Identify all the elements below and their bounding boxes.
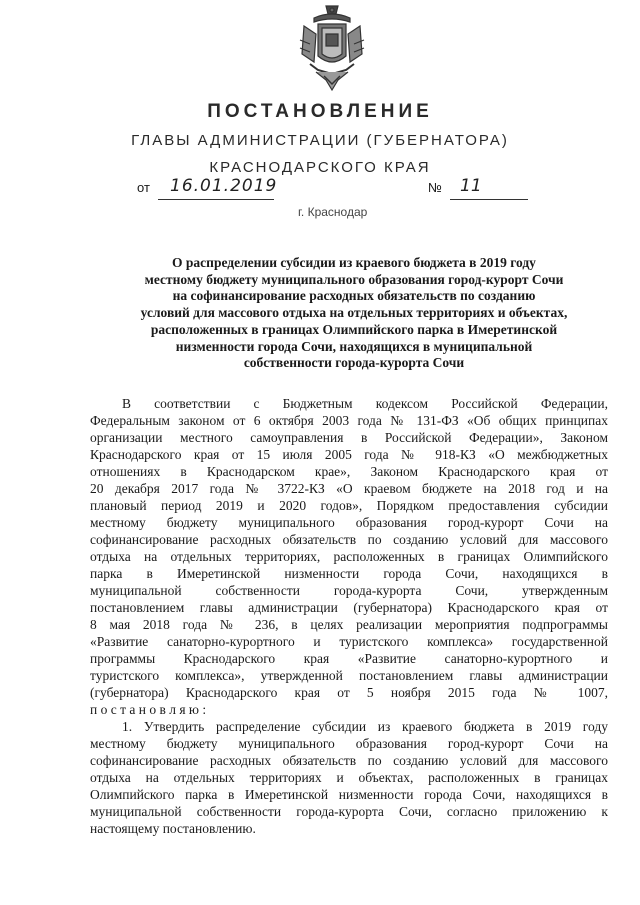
title-line: местному бюджету муниципального образования город-курорт Сочи — [144, 271, 564, 287]
body-line: отношениях в Краснодарском крае», Законом Краснодарского края от — [90, 464, 608, 479]
body-line: туристского комплекса», утвержденной постановлением главы администрации — [90, 668, 608, 683]
body-line: Краснодарского края от 15 июля 2005 года № 918-КЗ «О межбюджетных — [90, 447, 608, 462]
title-line: низменности города Сочи, находящихся в муниципальной — [175, 338, 533, 354]
resolution-word: п о с т а н о в л я ю : — [90, 702, 207, 717]
city-label: г. Краснодар — [298, 205, 368, 219]
body-line: Олимпийского парка в Имеретинской низменности города Сочи, находящихся в — [90, 787, 608, 802]
date-prefix: от — [137, 180, 150, 195]
body-line: местному бюджету муниципального образования город-курорт Сочи на — [90, 515, 608, 530]
body-line: отдыха на отдельных территориях и объектах, расположенных в границах — [90, 770, 608, 785]
body-line: программы Краснодарского края «Развитие санаторно-курортного и — [90, 651, 608, 666]
document-date: 16.01.2019 — [170, 176, 278, 196]
document-number: 11 — [460, 176, 482, 196]
body-line: софинансирование расходных обязательств по созданию условий для массового — [90, 753, 608, 768]
body-line: постановлением главы администрации (губернатора) Краснодарского края от — [90, 600, 608, 615]
body-line: настоящему постановлению. — [90, 821, 256, 836]
title-line: условий для массового отдыха на отдельных территориях и объектах, — [140, 305, 568, 321]
title-line: собственности города-курорта Сочи — [243, 355, 465, 371]
region-heading: КРАСНОДАРСКОГО КРАЯ — [209, 159, 431, 176]
body-line: 8 мая 2018 года № 236, в целях реализации мероприятия подпрограммы — [90, 617, 608, 632]
body-line: 20 декабря 2017 года № 3722-КЗ «О краевом бюджете на 2018 год и на — [90, 481, 608, 496]
number-prefix: № — [428, 180, 442, 195]
body-line: парка в Имеретинской низменности города Сочи, находящихся в — [90, 566, 608, 581]
title-line: на софинансирование расходных обязательств по созданию — [172, 288, 536, 304]
body-line: муниципальной собственности города-курорта Сочи, согласно приложению к — [90, 804, 608, 819]
body-line: В соответствии с Бюджетным кодексом Российской Федерации, — [122, 396, 608, 411]
document-title — [118, 255, 590, 372]
body-line: Федеральным законом от 6 октября 2003 года № 131-ФЗ «Об общих принципах — [90, 413, 608, 428]
body-line: организации местного самоуправления в Российской Федерации», Законом — [90, 430, 608, 445]
body-line: отдыха на отдельных территориях, расположенных в границах Олимпийского — [90, 549, 608, 564]
body-line: плановый период 2019 и 2020 годов», Порядком предоставления субсидии — [90, 498, 608, 513]
title-line: О распределении субсидии из краевого бюджета в 2019 году — [172, 255, 536, 270]
body-line: 1. Утвердить распределение субсидии из краевого бюджета в 2019 году — [122, 719, 608, 734]
body-line: муниципальной собственности города-курорта Сочи, утвержденным — [90, 583, 608, 598]
issuer-heading: ГЛАВЫ АДМИНИСТРАЦИИ (ГУБЕРНАТОРА) — [131, 132, 509, 149]
title-line: расположенных в границах Олимпийского парка в Имеретинской — [150, 321, 558, 337]
body-line: софинансирование расходных обязательств по созданию условий для массового — [90, 532, 608, 547]
body-line: «Развитие санаторно-курортного и туристского комплекса» государственной — [90, 634, 608, 649]
body-line: (губернатора) Краснодарского края от 5 ноября 2015 года № 1007, — [90, 685, 608, 700]
coat-of-arms-icon — [296, 4, 368, 94]
document-body — [90, 395, 608, 837]
document-type-heading: ПОСТАНОВЛЕНИЕ — [207, 101, 433, 122]
body-line: местному бюджету муниципального образования город-курорт Сочи на — [90, 736, 608, 751]
